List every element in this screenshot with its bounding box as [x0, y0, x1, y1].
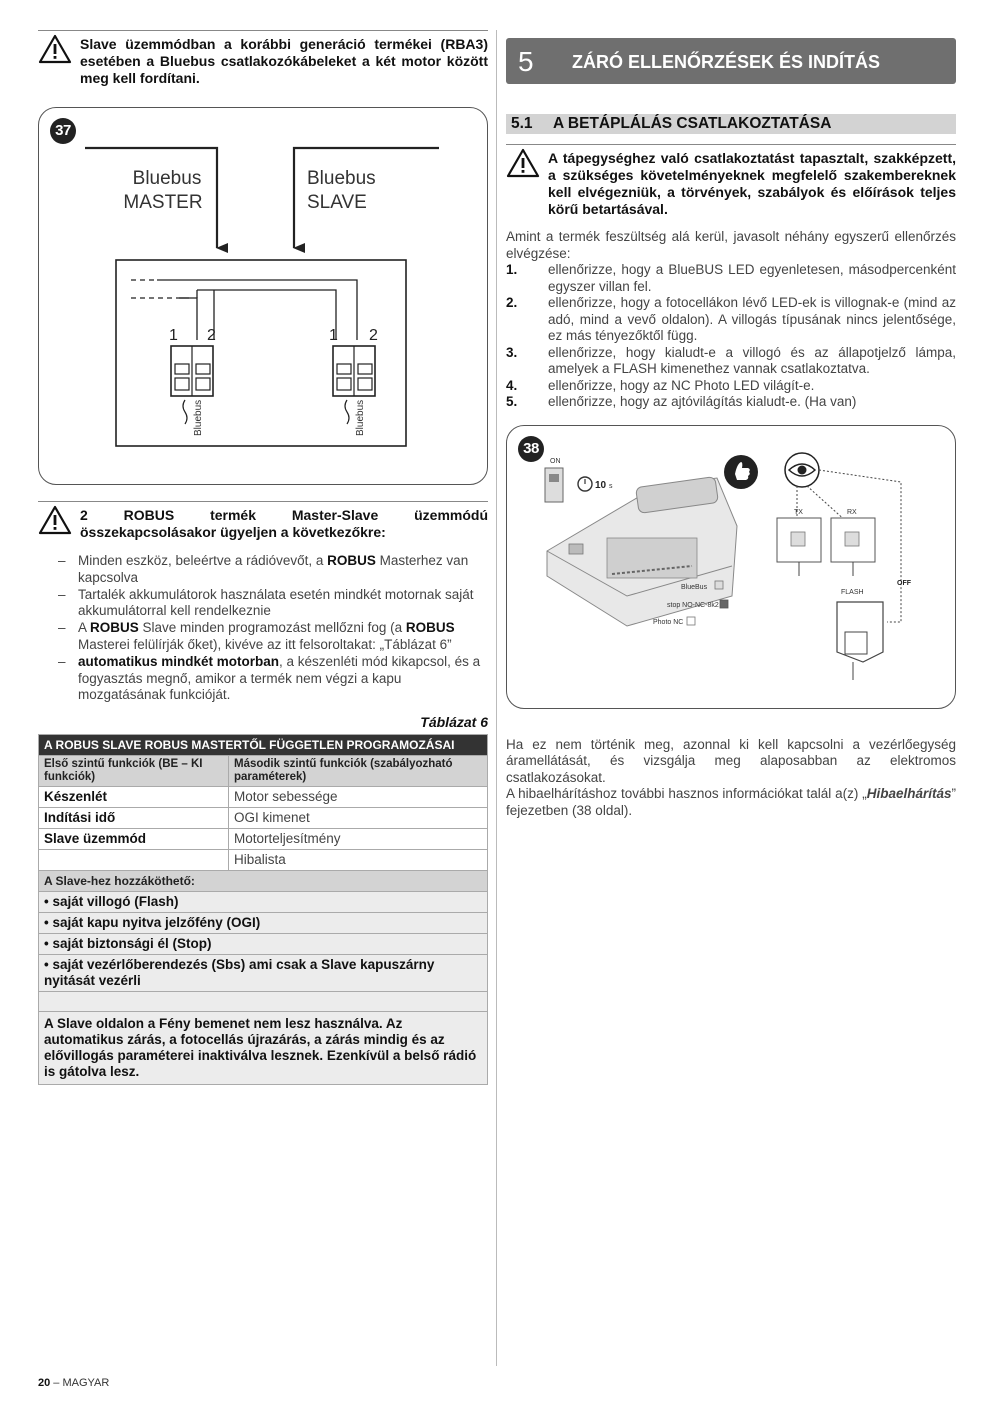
warning-master-slave	[38, 501, 488, 541]
table-row	[39, 1012, 488, 1085]
tx-label: TX	[794, 508, 803, 516]
page-number: 20	[38, 1377, 51, 1389]
list-item: 1. ellenőrizze, hogy a BlueBUS LED egyenletesen, másodpercenként egyszer villan fel.	[506, 262, 956, 294]
figure-number: 38	[518, 436, 544, 462]
table-row: Hibalista	[39, 850, 488, 871]
list-item: – Tartalék akkumulátorok használata esetén mindkét motornak saját akkumulátorral kell rendelkeznie	[58, 587, 488, 621]
flash-label: FLASH	[841, 588, 864, 596]
after-text-1: Ha ez nem történik meg, azonnal ki kell kapcsolni a vezérlőegység áramellátását, és vizsgálja meg alaposabban az elektromos csatlakozásokat.	[506, 736, 956, 785]
subsection-title: A BETÁPLÁLÁS CSATLAKOZTATÁSA	[553, 115, 832, 132]
subsection-number: 5.1	[511, 115, 533, 132]
language: – MAGYAR	[50, 1377, 110, 1389]
subsection-heading	[506, 114, 956, 134]
right-column	[506, 38, 956, 819]
list-item: – Minden eszköz, beleértve a rádióvevőt, a ROBUS Masterhez van kapcsolva	[58, 553, 488, 587]
left-column	[38, 30, 488, 1085]
warning-text: Slave üzemmódban a korábbi generáció termékei (RBA3) esetében a Bluebus csatlakozókábeleket a két motor között meg kell fordítani.	[80, 36, 488, 86]
table-note: A Slave oldalon a Fény bemenet nem lesz használva. Az automatikus zárás, a fotocellás újrazárás, a zárás mindig és az elővillogás paraméterei inaktiválva lesznek. Ezenkívül a belső rádió is gátolva lesz.	[39, 1012, 488, 1085]
warning-power	[506, 144, 956, 218]
column-divider	[496, 30, 497, 1366]
attach-header: A Slave-hez hozzáköthető:	[39, 871, 488, 892]
slave-label-line2: SLAVE	[307, 192, 367, 213]
timer-value: 10	[595, 479, 607, 491]
table-row: • saját villogó (Flash)	[39, 892, 488, 913]
intro-text: Amint a termék feszültség alá kerül, javasolt néhány egyszerű ellenőrzés elvégzése:	[506, 229, 956, 261]
figure-number: 37	[50, 118, 76, 144]
terminal-1-right: 1	[329, 327, 338, 344]
list-item: – A ROBUS Slave minden programozást mellőzni fog (a ROBUS Masterei felülírják őket), kivéve az itt felsoroltakat: „Táblázat 6”	[58, 620, 488, 654]
table-row: Készenlét Motor sebessége	[39, 787, 488, 808]
master-label-line1: Bluebus	[132, 168, 202, 189]
master-label-line2: MASTER	[123, 192, 203, 213]
column-header: Második szintű funkciók (szabályozható paraméterek)	[229, 756, 488, 787]
after-text-2: A hibaelhárításhoz további hasznos információkat talál a(z) „Hibaelhárítás” fejezetben (38 oldal).	[506, 786, 956, 818]
warning-text: 2 ROBUS termék Master-Slave üzemmódú összekapcsolásakor ügyeljen a következőkre:	[80, 507, 488, 540]
warning-rba3	[38, 30, 488, 87]
table-row: Indítási idő OGI kimenet	[39, 808, 488, 829]
check-steps	[506, 262, 956, 411]
bluebus-label-left: Bluebus	[193, 399, 204, 436]
section-heading	[506, 38, 956, 84]
bluebus-wiring-diagram	[39, 108, 487, 484]
bluebus-label-right: Bluebus	[355, 399, 366, 436]
master-slave-notes	[38, 553, 488, 704]
page-footer	[38, 1377, 109, 1389]
table-row: Slave üzemmód Motorteljesítmény	[39, 829, 488, 850]
section-title: ZÁRÓ ELLENŐRZÉSEK ÉS INDÍTÁS	[572, 52, 881, 72]
terminal-2-left: 2	[207, 327, 216, 344]
figure-37	[38, 107, 488, 485]
photo-led-label: Photo NC	[653, 618, 684, 626]
warning-icon	[38, 34, 72, 64]
table-row: • saját kapu nyitva jelzőfény (OGI)	[39, 913, 488, 934]
list-item: 3. ellenőrizze, hogy kialudt-e a villogó és az állapotjelző lámpa, amelyek a FLASH kimenethez vannak csatlakoztatva.	[506, 344, 956, 376]
warning-icon	[506, 148, 540, 178]
list-item: – automatikus mindkét motorban, a készenléti mód kikapcsol, és a fogyasztás megnő, amikor a termék nem végzi a kapu mozgatásának funkcióját.	[58, 654, 488, 704]
control-unit-illustration	[507, 426, 955, 708]
table-header: A ROBUS SLAVE ROBUS MASTERTŐL FÜGGETLEN PROGRAMOZÁSAI	[39, 735, 488, 756]
stop-led-label: stop NO-NC-8k2	[667, 601, 719, 609]
warning-icon	[38, 505, 72, 535]
list-item: 5. ellenőrizze, hogy az ajtóvilágítás kialudt-e. (Ha van)	[506, 394, 857, 409]
timer-unit: s	[609, 482, 613, 490]
table-row: • saját biztonsági él (Stop)	[39, 934, 488, 955]
table-caption: Táblázat 6	[420, 714, 488, 731]
on-label: ON	[550, 457, 561, 465]
rx-label: RX	[847, 508, 857, 516]
table-6	[38, 734, 488, 1085]
table-row: • saját vezérlőberendezés (Sbs) ami csak a Slave kapuszárny nyitását vezérli	[39, 955, 488, 992]
terminal-2-right: 2	[369, 327, 378, 344]
list-item: 2. ellenőrizze, hogy a fotocellákon lévő LED-ek is villognak-e (mind az adó, mind a vevő oldalon). A villogás típusának nincs jelentősége, ez más tényezőktől függ.	[506, 295, 956, 343]
off-label: OFF	[897, 579, 911, 587]
terminal-1-left: 1	[169, 327, 178, 344]
warning-text: A tápegységhez való csatlakoztatást tapasztalt, szakképzett, a szükséges követelményeknek megfelelő szakembereknek kell elvégezniük, a törvények, szabályok és előírások teljes körű betartásával.	[548, 150, 956, 217]
section-number: 5	[518, 46, 534, 77]
bluebus-led-label: BlueBus	[681, 583, 708, 591]
list-item: 4. ellenőrizze, hogy az NC Photo LED világít-e.	[506, 377, 815, 393]
troubleshooting-ref: Hibaelhárítás	[866, 786, 952, 801]
slave-label-line1: Bluebus	[307, 168, 376, 189]
column-header: Első szintű funkciók (BE – KI funkciók)	[39, 756, 229, 787]
figure-38	[506, 425, 956, 709]
